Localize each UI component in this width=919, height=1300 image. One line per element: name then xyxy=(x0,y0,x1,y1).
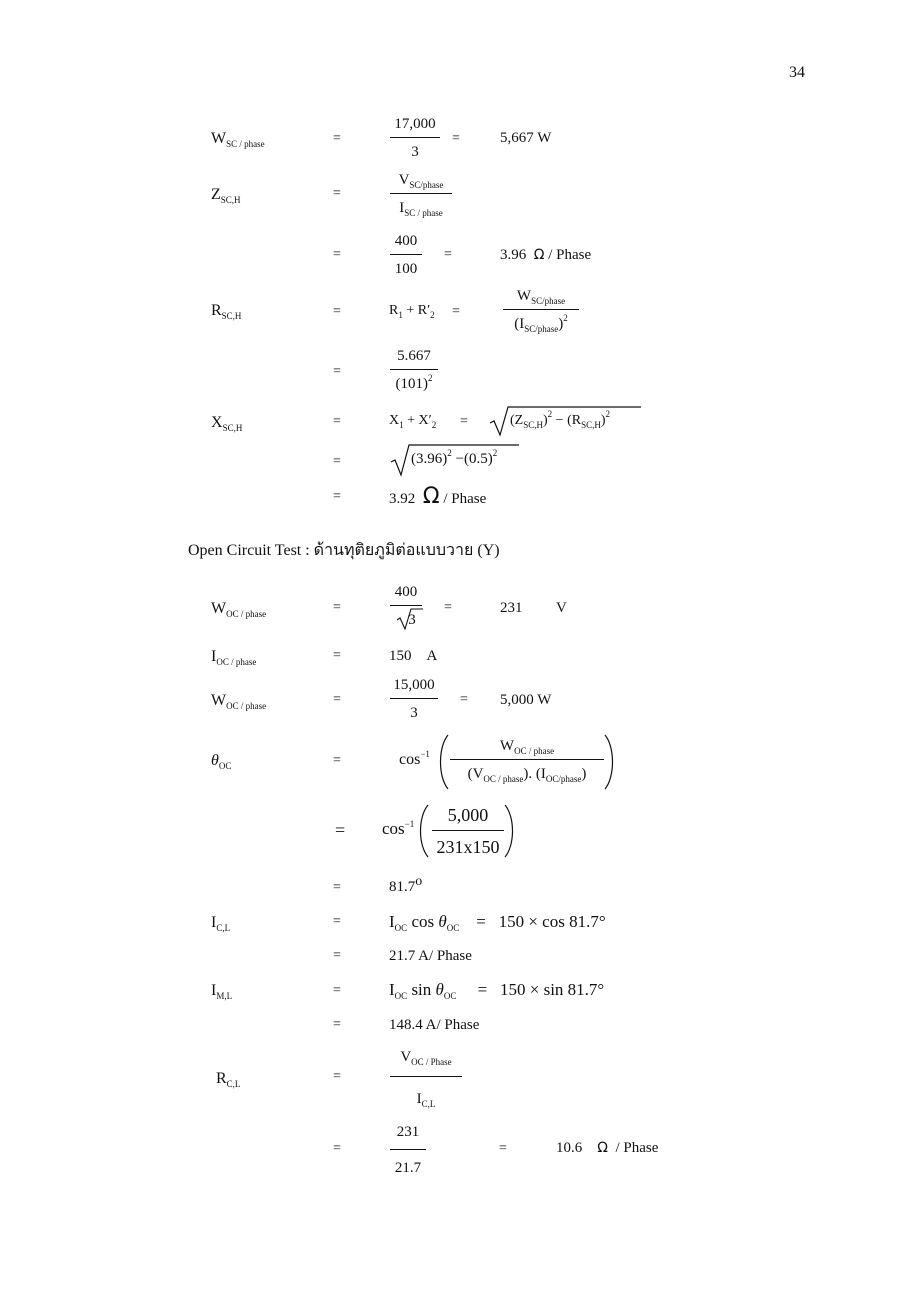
equals-sign: = xyxy=(333,600,341,615)
equals-sign: = xyxy=(333,983,341,998)
fraction-rsc-symbolic xyxy=(503,288,579,333)
right-paren xyxy=(503,803,517,859)
fraction-denominator: $(101)^2$ xyxy=(395,373,433,392)
fraction-zsc-numeric xyxy=(390,233,422,278)
fraction-numerator: 5,000 xyxy=(447,805,489,825)
equals-sign: = xyxy=(333,131,341,146)
fraction-theta-symbolic xyxy=(450,738,604,783)
fraction-denominator: 3 xyxy=(411,144,419,160)
fraction-rcl-symbolic xyxy=(390,1049,462,1108)
result-ioc: 150 A xyxy=(389,648,438,664)
fraction-numerator: $V_{OC / Phase}$ xyxy=(400,1049,452,1067)
sqrt-symbol xyxy=(396,608,424,630)
result-theta: 81.7o xyxy=(389,874,423,895)
lhs-theta-oc: $\theta_{OC}$ xyxy=(211,752,232,771)
result-wsc: 5,667 W xyxy=(500,130,552,146)
omega-symbol: Ω xyxy=(533,247,545,263)
fraction-rcl-numeric xyxy=(390,1124,426,1177)
lhs-iml: $I_{M,L}$ xyxy=(211,982,233,1001)
equals-sign: = xyxy=(444,600,452,615)
lhs-rsc-h: $R_{SC,H}$ xyxy=(211,302,242,321)
lhs-woc-phase: $W_{OC / phase}$ xyxy=(211,600,267,619)
equals-sign: = xyxy=(333,304,341,319)
equals-sign: = xyxy=(333,414,341,429)
equals-sign: = xyxy=(452,304,460,319)
fraction-wsc xyxy=(390,116,440,161)
lhs-rcl: $R_{C,L}$ xyxy=(216,1070,241,1089)
lhs-ioc-phase: $I_{OC / phase}$ xyxy=(211,648,257,667)
fraction-denominator: 21.7 xyxy=(394,1160,422,1176)
result-woc-unit: V xyxy=(556,600,567,616)
fraction-denominator: $I_{SC / phase}$ xyxy=(399,200,443,218)
result-rcl: 10.6 Ω / Phase xyxy=(556,1140,659,1156)
equals-sign: = xyxy=(444,247,452,262)
equals-sign: = xyxy=(333,186,341,201)
xsc-sum: $X_1 + X'_2$ xyxy=(389,413,437,430)
equals-sign: = xyxy=(333,753,341,768)
lhs-woc-phase-power: $W_{OC / phase}$ xyxy=(211,692,267,711)
fraction-numerator: 231 xyxy=(396,1124,420,1140)
equals-sign: = xyxy=(333,247,341,262)
fraction-rsc-numeric xyxy=(390,348,438,393)
equals-sign: = xyxy=(333,648,341,663)
right-paren xyxy=(603,733,617,791)
equals-sign: = xyxy=(335,820,346,840)
fraction-denominator: $I_{C,L}$ xyxy=(416,1091,436,1109)
rsc-sum: $R_1 + R'_2$ xyxy=(389,303,435,320)
equals-sign: = xyxy=(333,489,341,504)
section-heading-open-circuit: Open Circuit Test : ด้านทุติยภูมิต่อแบบวาย (Y) xyxy=(188,542,500,559)
equals-sign: = xyxy=(460,414,468,429)
fraction-woc-power xyxy=(390,677,438,722)
result-iml: 148.4 A/ Phase xyxy=(389,1017,480,1033)
result-woc-power: 5,000 W xyxy=(500,692,552,708)
result-xsc: 3.92 Ω / Phase xyxy=(389,484,487,509)
omega-symbol: Ω xyxy=(422,484,440,509)
lhs-xsc-h: $X_{SC,H}$ xyxy=(211,414,243,433)
result-woc-voltage: 231 xyxy=(500,600,523,616)
equals-sign: = xyxy=(333,1017,341,1032)
fraction-woc-voltage xyxy=(390,584,422,629)
omega-symbol: Ω xyxy=(597,1140,608,1156)
fraction-denominator: $(V_{OC / phase})$. $(I_{OC/phase})$ xyxy=(467,766,587,784)
equals-sign: = xyxy=(460,692,468,707)
left-paren xyxy=(416,803,430,859)
fraction-numerator: $W_{SC/phase}$ xyxy=(516,288,566,306)
fraction-denominator: 231x150 xyxy=(436,837,500,857)
iml-formula: $I_{OC}$ $\sin \theta_{OC}$ = 150 × sin 81.7° xyxy=(389,980,605,1001)
fraction-denominator: 3 xyxy=(410,705,418,721)
fraction-numerator: 5.667 xyxy=(397,348,431,364)
lhs-icl: $I_{C,L}$ xyxy=(211,914,231,933)
fraction-denominator: $(I_{SC/phase})^2$ xyxy=(514,313,568,334)
cos-inverse-label: $\cos^{-1}$ xyxy=(382,819,415,838)
fraction-numerator: $W_{OC / phase}$ xyxy=(499,738,555,756)
lhs-wsc-phase: $W_{SC / phase}$ xyxy=(211,130,265,149)
equals-sign: = xyxy=(333,914,341,929)
result-zsc: 3.96 Ω / Phase xyxy=(500,247,592,263)
lhs-zsc-h: $Z_{SC,H}$ xyxy=(211,186,241,205)
cos-inverse-label: $\cos^{-1}$ xyxy=(399,749,430,768)
equals-sign: = xyxy=(333,1069,341,1084)
fraction-numerator: 400 xyxy=(394,584,418,600)
icl-formula: $I_{OC}$ $\cos \theta_{OC}$ = 150 × cos 81.7° xyxy=(389,912,606,933)
equals-sign: = xyxy=(499,1141,507,1156)
page-number: 34 xyxy=(789,64,805,81)
fraction-numerator: 400 xyxy=(394,233,418,249)
equals-sign: = xyxy=(452,131,460,146)
equals-sign: = xyxy=(333,692,341,707)
fraction-denominator: 3 xyxy=(396,606,416,629)
fraction-zsc-symbolic xyxy=(390,172,452,217)
equals-sign: = xyxy=(333,948,341,963)
equals-sign: = xyxy=(333,880,341,895)
equals-sign: = xyxy=(333,454,341,469)
fraction-denominator: 100 xyxy=(394,261,418,277)
equals-sign: = xyxy=(333,364,341,379)
result-icl: 21.7 A/ Phase xyxy=(389,948,472,964)
equals-sign: = xyxy=(333,1141,341,1156)
fraction-theta-numeric xyxy=(432,805,504,858)
fraction-numerator: 17,000 xyxy=(394,116,436,132)
fraction-numerator: 15,000 xyxy=(393,677,435,693)
fraction-numerator: $V_{SC/phase}$ xyxy=(398,172,444,190)
left-paren xyxy=(436,733,450,791)
